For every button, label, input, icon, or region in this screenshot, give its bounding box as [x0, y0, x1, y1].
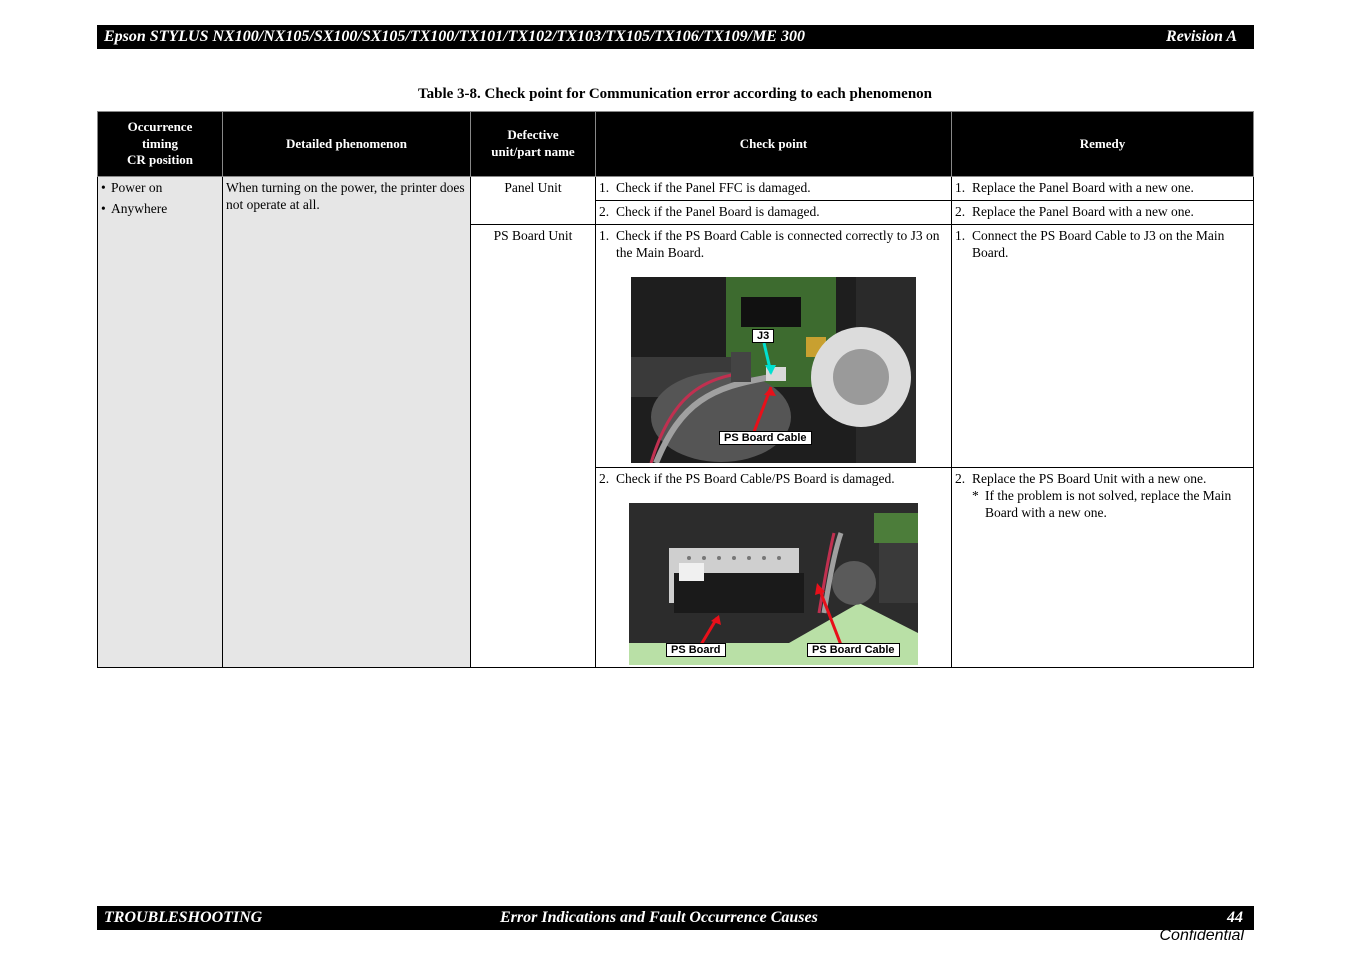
section-label: TROUBLESHOOTING [104, 909, 263, 926]
check-item: 2. Check if the PS Board Cable/PS Board is damaged. PS Board PS Board Cable [596, 468, 952, 668]
page-footer [97, 906, 1254, 930]
col-defective-unit: Defective unit/part name [471, 112, 596, 177]
label-ps-board: PS Board [666, 643, 726, 657]
defective-unit-panel: Panel Unit [471, 177, 596, 225]
table-header-row [98, 112, 1254, 177]
remedy-item: 2. Replace the PS Board Unit with a new one. * If the problem is not solved, replace the Main Board with a new one. [952, 468, 1254, 668]
list-item: • Anywhere [101, 201, 168, 216]
check-point-table [97, 111, 1254, 668]
col-phenomenon: Detailed phenomenon [223, 112, 471, 177]
document-title: Epson STYLUS NX100/NX105/SX100/SX105/TX100/TX101/TX102/TX103/TX105/TX106/TX109/ME 300 [104, 28, 805, 45]
defective-unit-ps-board: PS Board Unit [471, 225, 596, 668]
check-item: 1. Check if the Panel FFC is damaged. [596, 177, 952, 201]
check-item: 1. Check if the PS Board Cable is connected correctly to J3 on the Main Board. J3 PS Board Cable [596, 225, 952, 468]
ps-board-photo [629, 503, 918, 665]
confidential-label: Confidential [1159, 927, 1244, 944]
page-header [97, 25, 1254, 49]
col-remedy: Remedy [952, 112, 1254, 177]
phenomenon-cell: When turning on the power, the printer does not operate at all. [223, 177, 471, 668]
label-ps-board-cable: PS Board Cable [719, 431, 812, 445]
list-item: • Power on [101, 180, 163, 195]
remedy-item: 1. Replace the Panel Board with a new one. [952, 177, 1254, 201]
page-number: 44 [1227, 909, 1243, 926]
col-check-point: Check point [596, 112, 952, 177]
label-ps-board-cable: PS Board Cable [807, 643, 900, 657]
table-row [98, 177, 1254, 201]
label-j3: J3 [752, 329, 774, 343]
revision-label: Revision A [1166, 28, 1237, 45]
remedy-item: 2. Replace the Panel Board with a new one. [952, 201, 1254, 225]
remedy-item: 1. Connect the PS Board Cable to J3 on the Main Board. [952, 225, 1254, 468]
photo-illustration [629, 503, 918, 665]
ps-board-cable-photo [631, 277, 916, 463]
chapter-label: Error Indications and Fault Occurrence Causes [500, 909, 818, 926]
table-caption: Table 3-8. Check point for Communication error according to each phenomenon [417, 86, 933, 102]
col-occurrence: Occurrence timing CR position [98, 112, 223, 177]
remedy-note: * If the problem is not solved, replace the Main Board with a new one. [972, 488, 1232, 520]
check-item: 2. Check if the Panel Board is damaged. [596, 201, 952, 225]
occurrence-cell [98, 177, 223, 668]
